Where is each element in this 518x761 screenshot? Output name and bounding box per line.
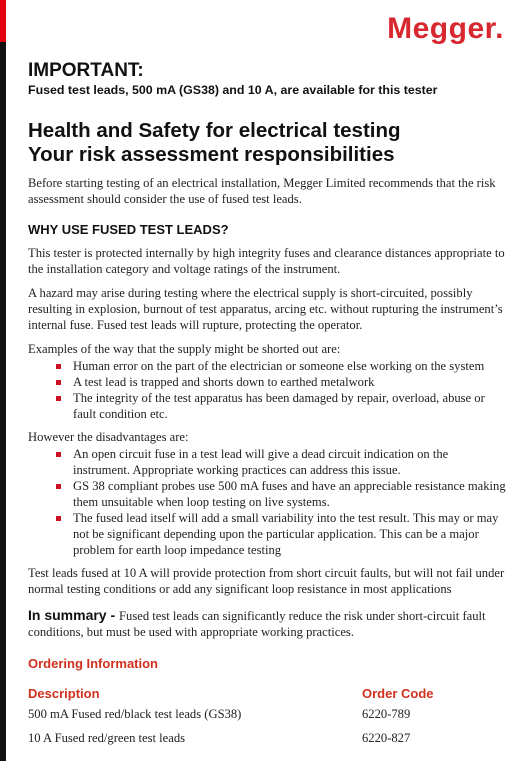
list-item: An open circuit fuse in a test lead will give a dead circuit indication on the instrument. Appropriate working practices can address this issue. <box>53 446 506 478</box>
bullet-icon <box>56 396 61 401</box>
page-title <box>28 119 506 167</box>
table-row <box>28 731 506 746</box>
paragraph-10a-leads: Test leads fused at 10 A will provide protection from short circuit faults, but will not fail under normal testing conditions or add any significant loop resistance in most applications <box>28 566 505 596</box>
list-item: GS 38 compliant probes use 500 mA fuses and have an appreciable resistance making them unsuitable when loop testing on live systems. <box>53 478 506 510</box>
title-line-2: Your risk assessment responsibilities <box>28 143 395 166</box>
disadvantages-intro: However the disadvantages are: <box>28 430 189 444</box>
bullet-icon <box>56 516 61 521</box>
table-row <box>28 707 506 722</box>
important-subtitle: Fused test leads, 500 mA (GS38) and 10 A, are available for this tester <box>28 83 438 97</box>
ordering-table-header <box>28 686 506 701</box>
bullet-icon <box>56 484 61 489</box>
column-header-order-code: Order Code <box>362 686 434 701</box>
list-item: The fused lead itself will add a small variability into the test result. This may or may not be significant depending upon the particular application. This can be a major problem for earth loop impedance testing <box>53 510 506 558</box>
bullet-icon <box>56 380 61 385</box>
title-line-1: Health and Safety for electrical testing <box>28 119 401 142</box>
summary-paragraph <box>28 607 506 640</box>
summary-text: Fused test leads can significantly reduce the risk under short-circuit fault conditions, but must be used with appropriate working practices. <box>28 609 486 639</box>
row-order-code: 6220-789 <box>362 707 411 721</box>
row-description: 10 A Fused red/green test leads <box>28 731 186 745</box>
main-content <box>28 60 506 746</box>
examples-list <box>53 358 506 422</box>
important-title: IMPORTANT: <box>28 60 144 81</box>
paragraph-hazard: A hazard may arise during testing where the electrical supply is short-circuited, possibly resulting in explosion, burnout of test apparatus, arcing etc. without rupturing the instrument’s internal fuse. Fused test leads will rupture, protecting the operator. <box>28 286 503 332</box>
column-header-description: Description <box>28 686 100 701</box>
row-description: 500 mA Fused red/black test leads (GS38) <box>28 707 242 721</box>
bullet-icon <box>56 364 61 369</box>
section-heading-why: WHY USE FUSED TEST LEADS? <box>28 222 229 237</box>
list-item: Human error on the part of the electrician or someone else working on the system <box>53 358 506 374</box>
paragraph-protection: This tester is protected internally by high integrity fuses and clearance distances appropriate to the installation category and voltage ratings of the instrument. <box>28 246 505 276</box>
left-edge-bar <box>0 0 6 761</box>
row-order-code: 6220-827 <box>362 731 411 745</box>
intro-paragraph: Before starting testing of an electrical installation, Megger Limited recommends that the risk assessment should consider the use of fused test leads. <box>28 176 496 206</box>
examples-intro: Examples of the way that the supply might be shorted out are: <box>28 342 341 356</box>
ordering-heading: Ordering Information <box>28 656 158 671</box>
disadvantages-list <box>53 446 506 558</box>
summary-lead: In summary - <box>28 607 120 623</box>
bullet-icon <box>56 452 61 457</box>
list-item: The integrity of the test apparatus has been damaged by repair, overload, abuse or fault condition etc. <box>53 390 506 422</box>
list-item: A test lead is trapped and shorts down to earthed metalwork <box>53 374 506 390</box>
megger-logo: Megger. <box>387 12 504 45</box>
